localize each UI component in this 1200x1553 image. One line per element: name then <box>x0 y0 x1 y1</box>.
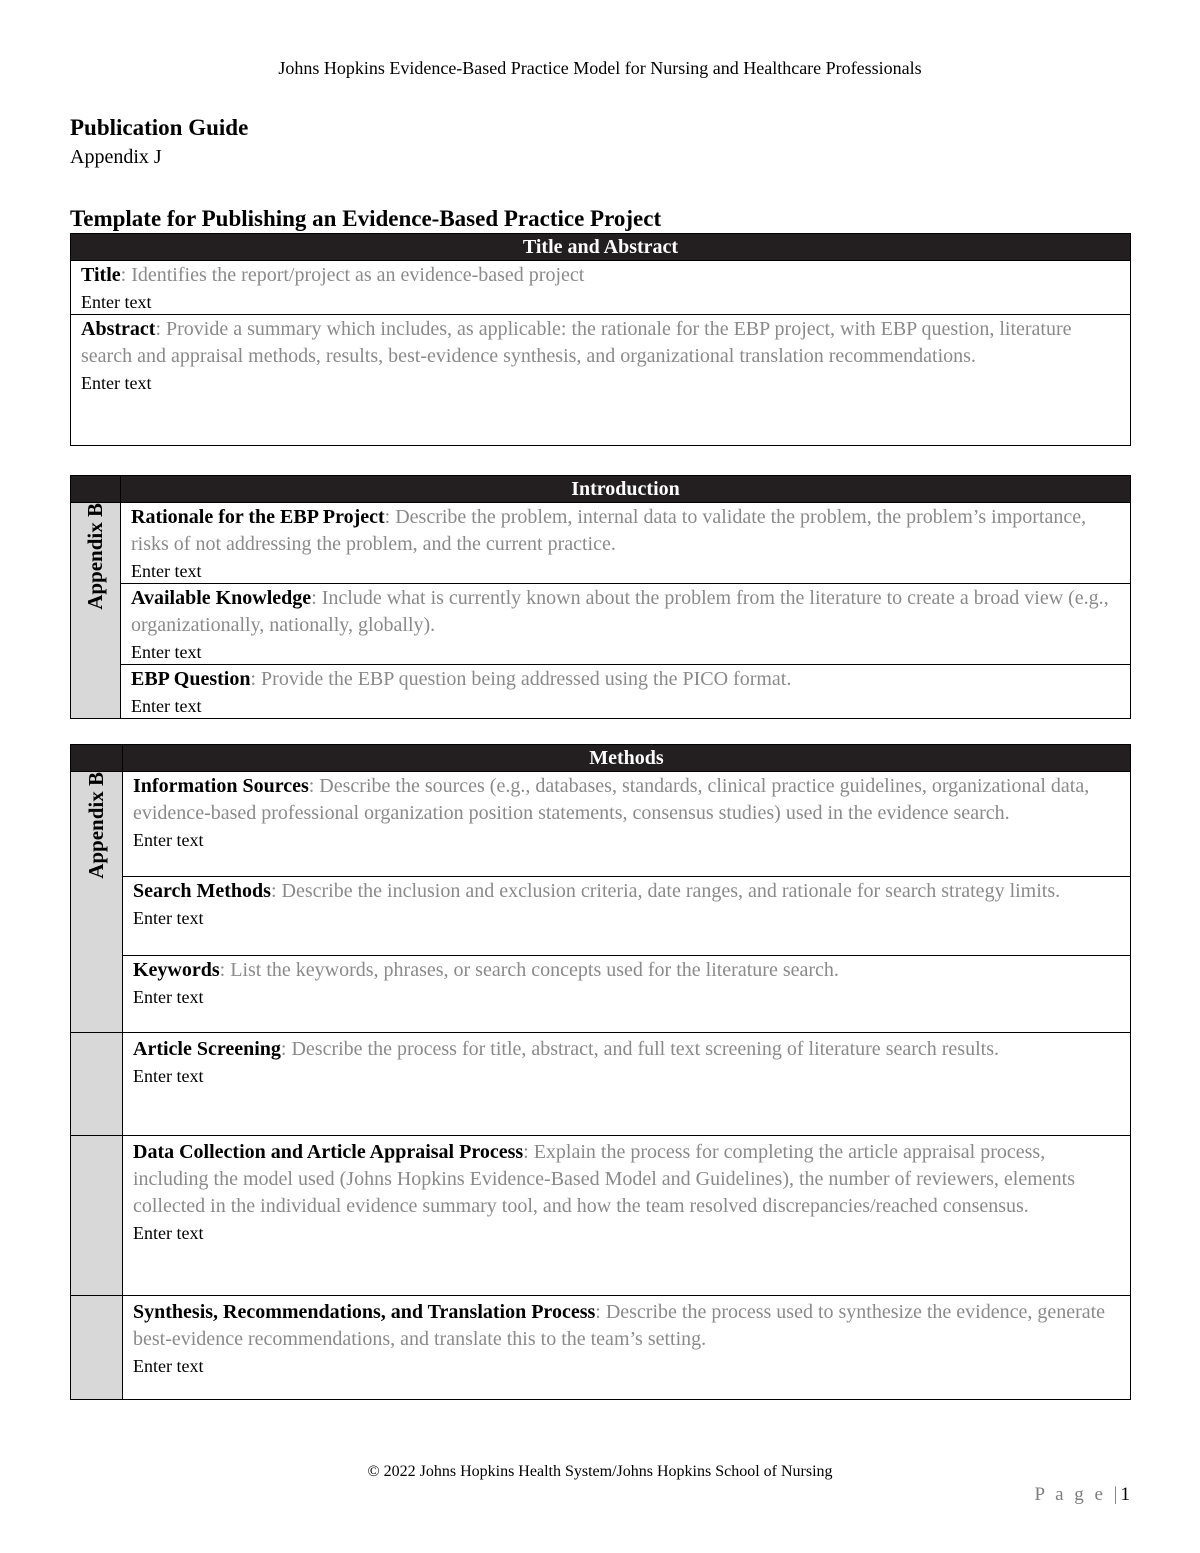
row-label: Synthesis, Recommendations, and Translation Process <box>133 1301 596 1323</box>
abstract-row <box>71 315 1131 446</box>
search-methods-row <box>123 877 1131 956</box>
article-screening-row <box>123 1033 1131 1136</box>
row-label: Data Collection and Article Appraisal Process <box>133 1141 524 1163</box>
side-label: Appendix B <box>84 772 108 879</box>
page-title: Publication Guide <box>70 115 249 140</box>
row-description: : Explain the process for completing the article appraisal process, including the model used (Johns Hopkins Evidence-Based Model and Guidelines), the number of reviewers, elements collected in the individual evidence summary tool, and how the team resolved discrepancies/reached consensus. <box>133 1141 1075 1217</box>
row-description: : Describe the sources (e.g., databases, standards, clinical practice guidelines, organizational data, evidence-based professional organization position statements, consensus studies) used in the evidence search. <box>133 775 1090 824</box>
ebp-question-row <box>121 665 1131 719</box>
row-description: : Describe the process used to synthesize the evidence, generate best-evidence recommendations, and translate this to the team’s setting. <box>133 1301 1106 1350</box>
row-description: : Provide the EBP question being addressed using the PICO format. <box>250 668 792 690</box>
footer-copyright: © 2022 Johns Hopkins Health System/Johns Hopkins School of Nursing <box>367 1463 833 1480</box>
row-description: : Identifies the report/project as an evidence-based project <box>120 264 585 286</box>
introduction-table <box>70 475 1131 719</box>
side-label-cell <box>71 503 121 719</box>
enter-text-field[interactable]: Enter text <box>133 830 204 850</box>
row-description: : Describe the problem, internal data to validate the problem, the problem’s importance, risks of not addressing the problem, and the current practice. <box>131 506 1087 555</box>
row-label: Keywords <box>133 959 220 981</box>
section-heading: Methods <box>123 745 1131 772</box>
methods-table <box>70 744 1131 1400</box>
row-label: Search Methods <box>133 880 271 902</box>
enter-text-field[interactable]: Enter text <box>133 1356 204 1376</box>
enter-text-field[interactable]: Enter text <box>131 561 202 581</box>
row-label: Article Screening <box>133 1038 281 1060</box>
synthesis-row <box>123 1296 1131 1400</box>
enter-text-field[interactable]: Enter text <box>133 908 204 928</box>
row-label: Abstract <box>81 318 156 340</box>
enter-text-field[interactable]: Enter text <box>131 696 202 716</box>
side-blank-cell <box>71 1136 123 1296</box>
side-label-cell <box>71 772 123 1033</box>
row-description: : List the keywords, phrases, or search concepts used for the literature search. <box>219 959 839 981</box>
row-description: : Describe the inclusion and exclusion criteria, date ranges, and rationale for search strategy limits. <box>270 880 1061 902</box>
enter-text-field[interactable]: Enter text <box>133 1223 204 1243</box>
row-label: Rationale for the EBP Project <box>131 506 385 528</box>
page-number-value: 1 <box>1120 1484 1130 1505</box>
row-label: Available Knowledge <box>131 587 312 609</box>
keywords-row <box>123 956 1131 1033</box>
row-label: Title <box>81 264 121 286</box>
rationale-row <box>121 503 1131 584</box>
enter-text-field[interactable]: Enter text <box>81 292 152 312</box>
side-blank-cell <box>71 1033 123 1136</box>
information-sources-row <box>123 772 1131 877</box>
enter-text-field[interactable]: Enter text <box>81 373 152 393</box>
row-label: Information Sources <box>133 775 309 797</box>
title-abstract-table <box>70 233 1131 446</box>
enter-text-field[interactable]: Enter text <box>131 642 202 662</box>
available-knowledge-row <box>121 584 1131 665</box>
row-description: : Describe the process for title, abstract, and full text screening of literature search results. <box>280 1038 999 1060</box>
template-title: Template for Publishing an Evidence-Based Practice Project <box>70 206 662 231</box>
data-collection-row <box>123 1136 1131 1296</box>
row-description: : Provide a summary which includes, as applicable: the rationale for the EBP project, with EBP question, literature search and appraisal methods, results, best-evidence synthesis, and organizational translation recommendations. <box>81 318 1072 367</box>
enter-text-field[interactable]: Enter text <box>133 1066 204 1086</box>
side-blank-cell <box>71 1296 123 1400</box>
title-row <box>71 261 1131 315</box>
page-word: P a g e | <box>1034 1484 1121 1505</box>
row-description: : Include what is currently known about the problem from the literature to create a broad view (e.g., organizationally, nationally, globally). <box>131 587 1109 636</box>
section-heading: Title and Abstract <box>71 234 1131 261</box>
page-subtitle: Appendix J <box>70 146 162 168</box>
page-number <box>1034 1484 1130 1506</box>
section-heading: Introduction <box>121 476 1131 503</box>
row-label: EBP Question <box>131 668 251 690</box>
side-label: Appendix B <box>83 503 107 610</box>
enter-text-field[interactable]: Enter text <box>133 987 204 1007</box>
running-header: Johns Hopkins Evidence-Based Practice Model for Nursing and Healthcare Professionals <box>278 58 922 78</box>
